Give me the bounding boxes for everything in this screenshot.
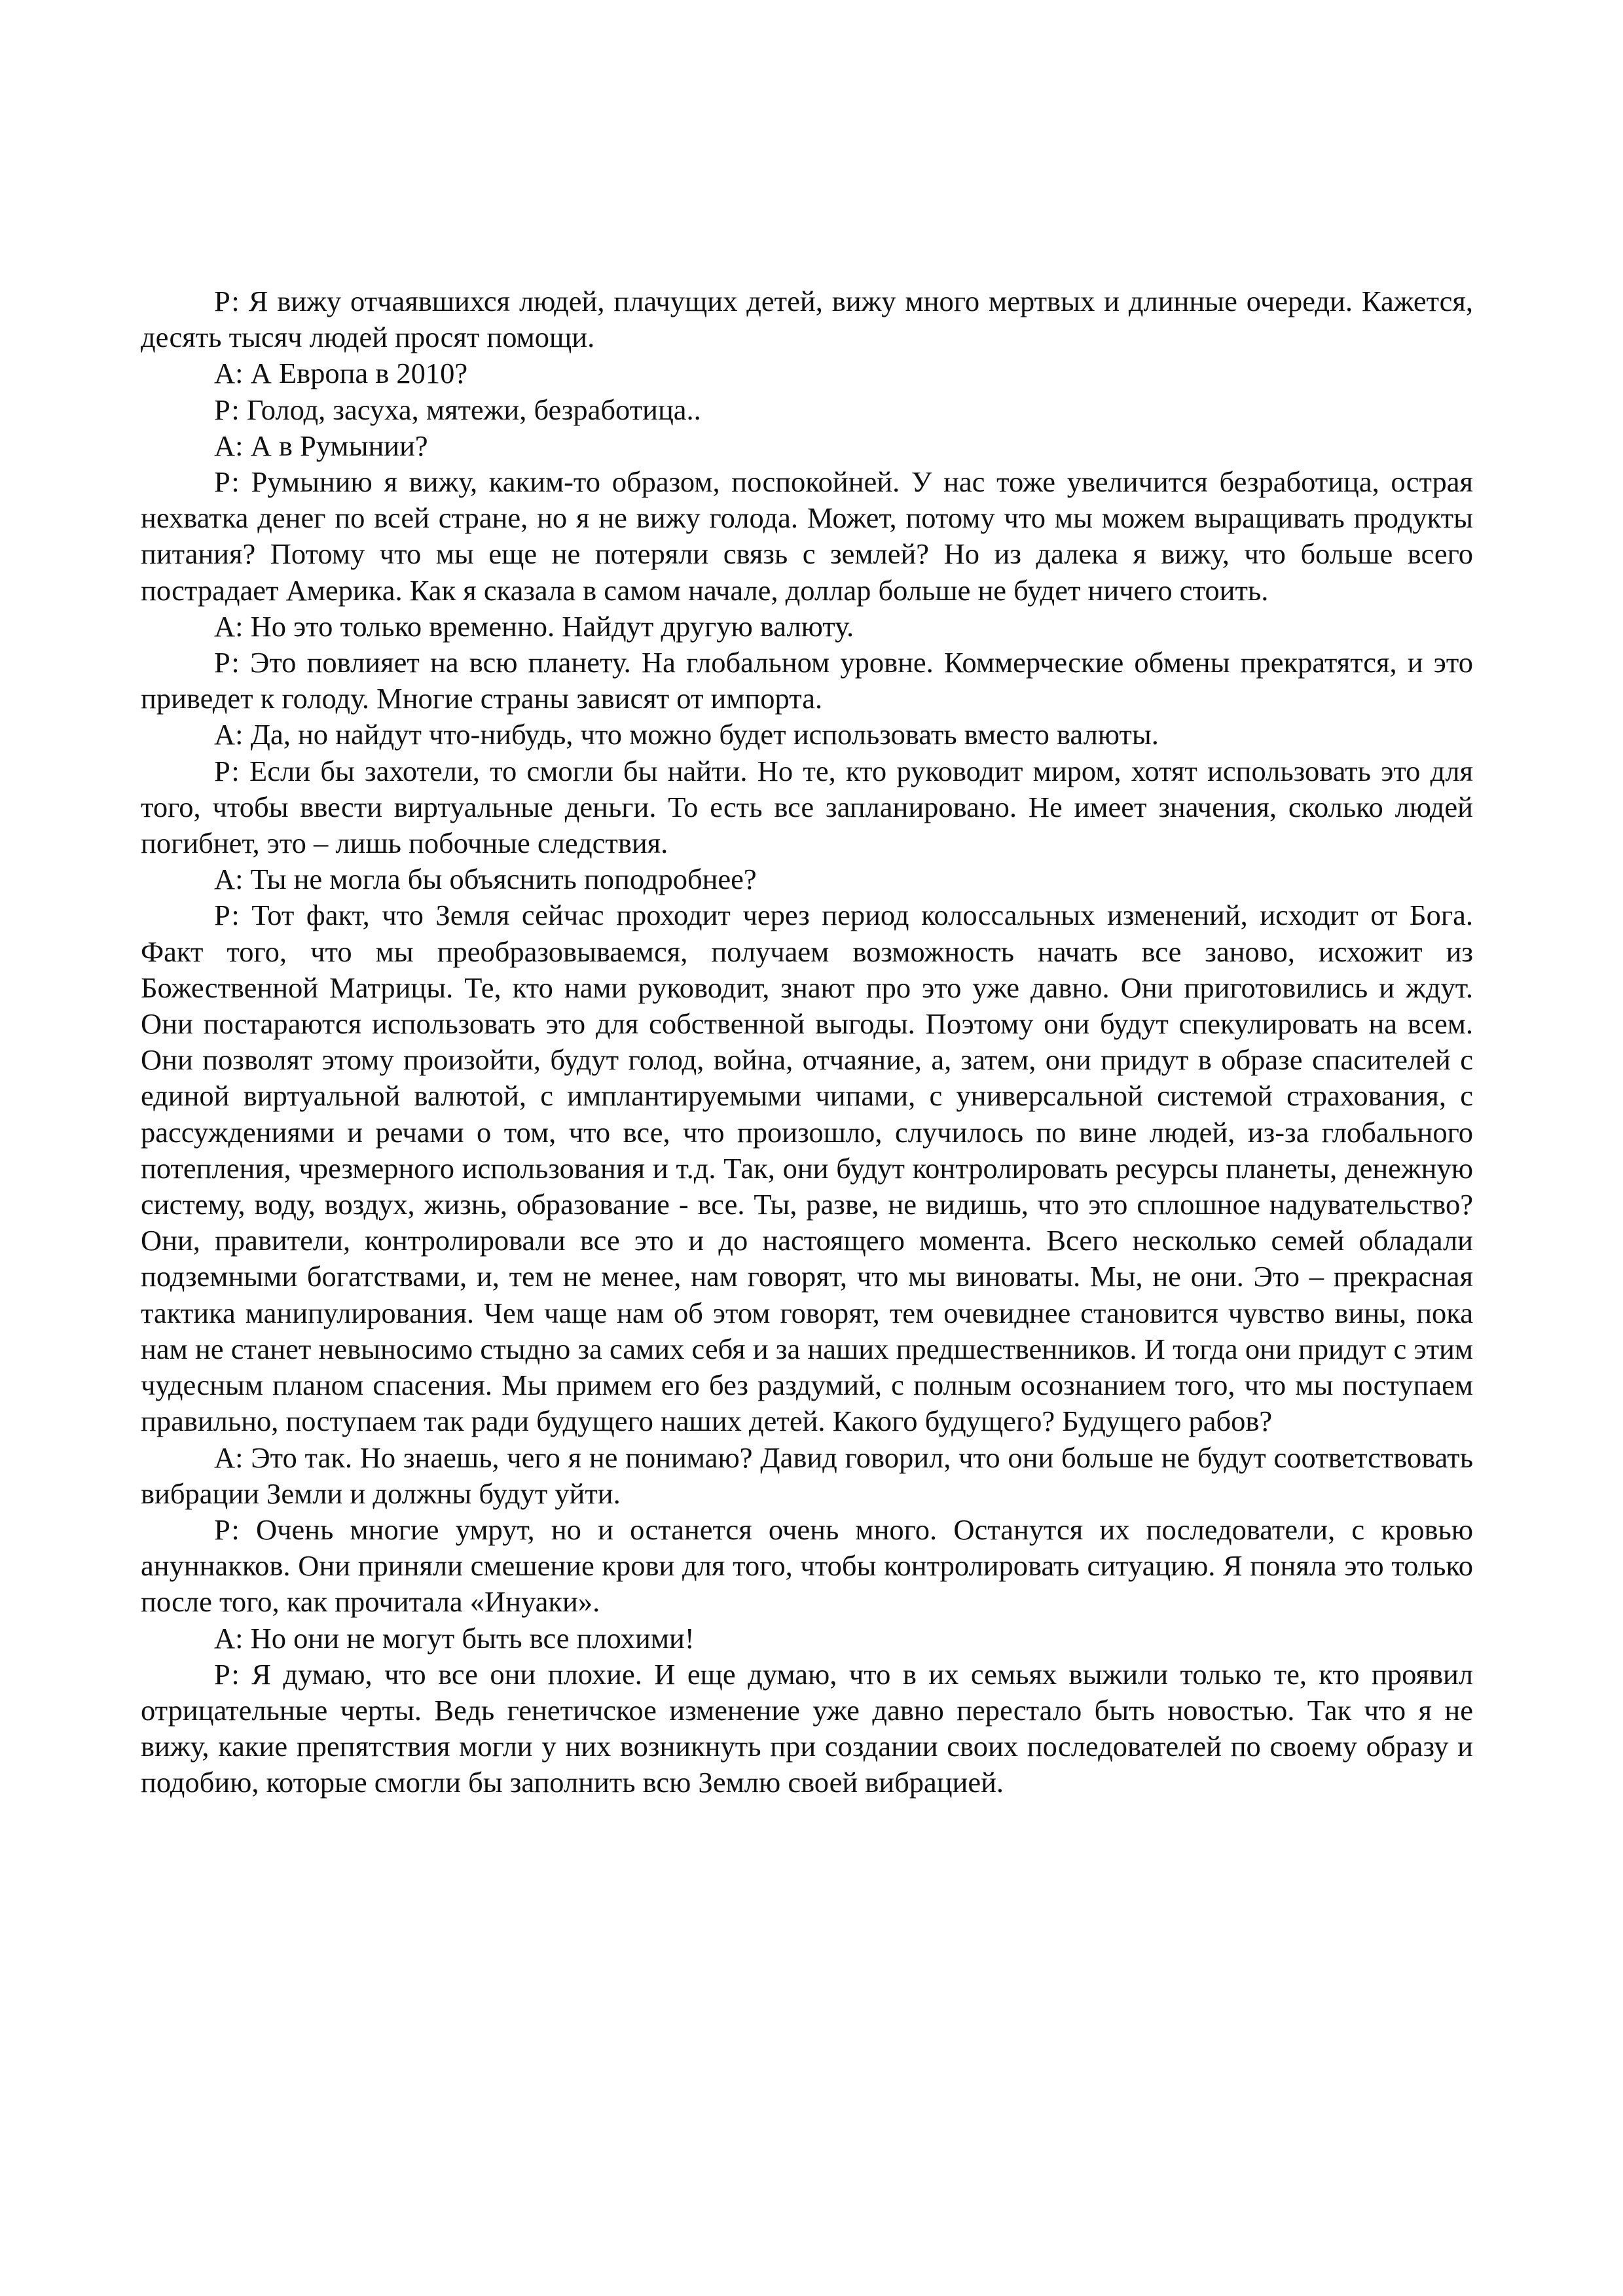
paragraph-4: А: А в Румынии? xyxy=(214,429,428,462)
paragraph-9: Р: Если бы захотели, то смогли бы найти. Но те, кто руководит миром, хотят использовать это для того, чтобы ввести виртуальные деньги. То есть все запланировано. Не имеет значения, сколько людей погибнет, это – лишь побочные следствия. xyxy=(141,754,1473,860)
dialogue-text xyxy=(141,283,1473,1801)
paragraph-12: А: Это так. Но знаешь, чего я не понимаю? Давид говорил, что они больше не будут соответствовать вибрации Земли и должны будут уйти. xyxy=(141,1441,1473,1510)
paragraph-13: Р: Очень многие умрут, но и останется очень много. Останутся их последователи, с кровью ануннакков. Они приняли смешение крови для того, чтобы контролировать ситуацию. Я поняла это только после того, как прочитала «Инуаки». xyxy=(141,1513,1473,1619)
paragraph-1: Р: Я вижу отчаявшихся людей, плачущих детей, вижу много мертвых и длинные очереди. Кажется, десять тысяч людей просят помощи. xyxy=(141,285,1473,354)
paragraph-14: А: Но они не могут быть все плохими! xyxy=(214,1621,695,1655)
paragraph-7: Р: Это повлияет на всю планету. На глобальном уровне. Коммерческие обмены прекратятся, и это приведет к голоду. Многие страны зависят от импорта. xyxy=(141,646,1473,715)
paragraph-10: А: Ты не могла бы объяснить поподробнее? xyxy=(214,863,757,896)
paragraph-3: Р: Голод, засуха, мятежи, безработица.. xyxy=(214,393,701,426)
paragraph-8: А: Да, но найдут что-нибудь, что можно будет использовать вместо валюты. xyxy=(214,718,1159,751)
paragraph-6: А: Но это только временно. Найдут другую валюту. xyxy=(214,609,854,643)
paragraph-11: Р: Тот факт, что Земля сейчас проходит через период колоссальных изменений, исходит от Бога. Факт того, что мы преобразовываемся, получаем возможность начать все заново, исхожит из Божественной Матрицы. Те, кто нами руководит, знают про это уже давно. Они приготовились и ждут. Они постараются использовать это для собственной выгоды. Поэтому они будут спекулировать на всем. Они позволят этому произойти, будут голод, война, отчаяние, а, затем, они придут в образе спасителей с единой виртуальной валютой, с имплантируемыми чипами, с универсальной системой страхования, с рассуждениями и речами о том, что все, что произошло, случилось по вине людей, из-за глобального потепления, чрезмерного использования и т.д. Так, они будут контролировать ресурсы планеты, денежную систему, воду, воздух, жизнь, образование - все. Ты, разве, не видишь, что это сплошное надувательство? Они, правители, контролировали все это и до настоящего момента. Всего несколько семей обладали подземными богатствами, и, тем не менее, нам говорят, что мы виноваты. Мы, не они. Это – прекрасная тактика манипулирования. Чем чаще нам об этом говорят, тем очевиднее становится чувство вины, пока нам не станет невыносимо стыдно за самих себя и за наших предшественников. И тогда они придут с этим чудесным планом спасения. Мы примем его без раздумий, с полным осознанием того, что мы поступаем правильно, поступаем так ради будущего наших детей. Какого будущего? Будущего рабов? xyxy=(141,899,1473,1438)
paragraph-15: Р: Я думаю, что все они плохие. И еще думаю, что в их семьях выжили только те, кто проявил отрицательные черты. Ведь генетичское изменение уже давно перестало быть новостью. Так что я не вижу, какие препятствия могли у них возникнуть при создании своих последователей по своему образу и подобию, которые смогли бы заполнить всю Землю своей вибрацией. xyxy=(141,1657,1473,1799)
paragraph-5: Р: Румынию я вижу, каким-то образом, поспокойней. У нас тоже увеличится безработица, острая нехватка денег по всей стране, но я не вижу голода. Может, потому что мы можем выращивать продукты питания? Потому что мы еще не потеряли связь с землей? Но из далека я вижу, что больше всего пострадает Америка. Как я сказала в самом начале, доллар больше не будет ничего стоить. xyxy=(141,465,1473,607)
paragraph-2: А: А Европа в 2010? xyxy=(214,357,468,390)
